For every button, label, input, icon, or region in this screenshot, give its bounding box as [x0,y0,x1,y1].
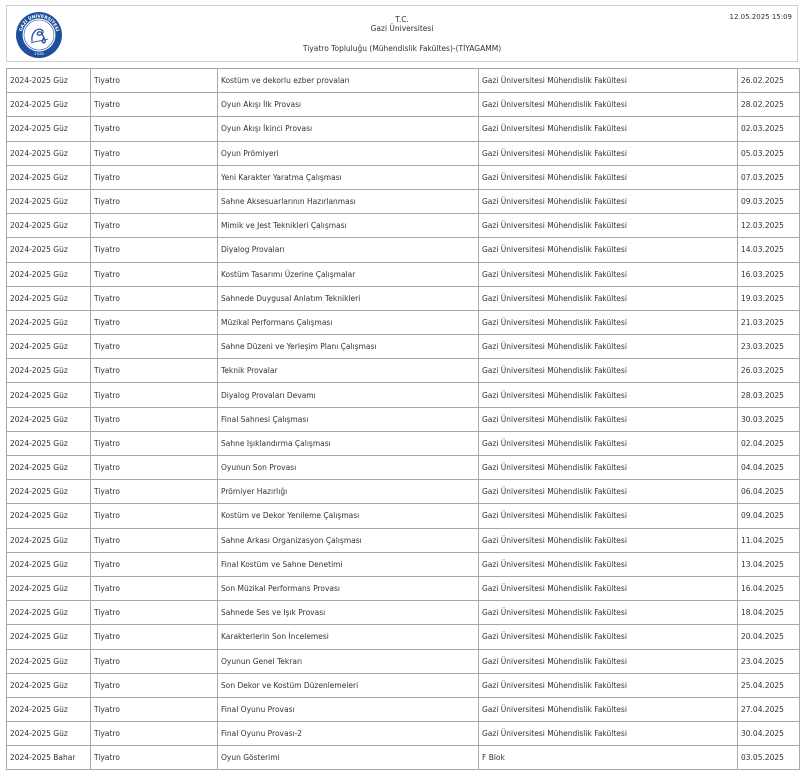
cell-term: 2024-2025 Güz [7,552,91,576]
cell-club: Tiyatro [91,431,218,455]
cell-place: Gazi Üniversitesi Mühendislik Fakültesi [479,601,738,625]
cell-activity: Final Sahnesi Çalışması [218,407,479,431]
cell-place: Gazi Üniversitesi Mühendislik Fakültesi [479,117,738,141]
cell-date: 04.04.2025 [738,456,800,480]
cell-club: Tiyatro [91,673,218,697]
cell-club: Tiyatro [91,286,218,310]
table-row [7,117,800,141]
cell-club: Tiyatro [91,335,218,359]
cell-date: 03.05.2025 [738,746,800,770]
report-timestamp: 12.05.2025 15:09 [729,13,792,21]
cell-term: 2024-2025 Güz [7,456,91,480]
table-row [7,383,800,407]
table-row [7,407,800,431]
cell-term: 2024-2025 Güz [7,93,91,117]
cell-activity: Müzikal Performans Çalışması [218,310,479,334]
cell-term: 2024-2025 Güz [7,359,91,383]
cell-place: Gazi Üniversitesi Mühendislik Fakültesi [479,552,738,576]
cell-place: Gazi Üniversitesi Mühendislik Fakültesi [479,576,738,600]
cell-club: Tiyatro [91,407,218,431]
cell-activity: Final Oyunu Provası-2 [218,722,479,746]
cell-club: Tiyatro [91,69,218,93]
cell-club: Tiyatro [91,310,218,334]
cell-activity: Oyunun Genel Tekrarı [218,649,479,673]
cell-place: Gazi Üniversitesi Mühendislik Fakültesi [479,649,738,673]
table-row [7,214,800,238]
cell-term: 2024-2025 Güz [7,407,91,431]
cell-date: 28.02.2025 [738,93,800,117]
table-row [7,601,800,625]
activities-table-body [7,69,800,770]
table-row [7,431,800,455]
table-row [7,552,800,576]
cell-date: 23.03.2025 [738,335,800,359]
cell-activity: Sahne Işıklandırma Çalışması [218,431,479,455]
cell-club: Tiyatro [91,238,218,262]
cell-date: 11.04.2025 [738,528,800,552]
cell-term: 2024-2025 Güz [7,117,91,141]
table-row [7,286,800,310]
cell-term: 2024-2025 Güz [7,165,91,189]
cell-place: F Blok [479,746,738,770]
cell-place: Gazi Üniversitesi Mühendislik Fakültesi [479,214,738,238]
header-line-tc: T.C. [395,15,409,24]
cell-club: Tiyatro [91,625,218,649]
cell-activity: Mimik ve Jest Teknikleri Çalışması [218,214,479,238]
cell-activity: Son Dekor ve Kostüm Düzenlemeleri [218,673,479,697]
cell-club: Tiyatro [91,552,218,576]
table-row [7,93,800,117]
cell-club: Tiyatro [91,93,218,117]
cell-club: Tiyatro [91,722,218,746]
cell-date: 19.03.2025 [738,286,800,310]
cell-activity: Final Oyunu Provası [218,697,479,721]
cell-club: Tiyatro [91,456,218,480]
cell-term: 2024-2025 Güz [7,576,91,600]
cell-term: 2024-2025 Güz [7,310,91,334]
cell-date: 30.04.2025 [738,722,800,746]
cell-activity: Final Kostüm ve Sahne Denetimi [218,552,479,576]
cell-term: 2024-2025 Güz [7,625,91,649]
cell-term: 2024-2025 Güz [7,141,91,165]
header-line-university: Gazi Üniversitesi [370,24,434,33]
cell-term: 2024-2025 Güz [7,214,91,238]
cell-date: 07.03.2025 [738,165,800,189]
cell-activity: Sahnede Ses ve Işık Provası [218,601,479,625]
cell-club: Tiyatro [91,359,218,383]
cell-term: 2024-2025 Güz [7,528,91,552]
cell-activity: Sahne Arkası Organizasyon Çalışması [218,528,479,552]
cell-activity: Oyun Akışı İkinci Provası [218,117,479,141]
activities-table [6,68,800,770]
cell-place: Gazi Üniversitesi Mühendislik Fakültesi [479,528,738,552]
table-row [7,722,800,746]
table-row [7,528,800,552]
cell-date: 27.04.2025 [738,697,800,721]
cell-date: 26.03.2025 [738,359,800,383]
cell-place: Gazi Üniversitesi Mühendislik Fakültesi [479,93,738,117]
cell-date: 02.04.2025 [738,431,800,455]
cell-term: 2024-2025 Güz [7,697,91,721]
cell-place: Gazi Üniversitesi Mühendislik Fakültesi [479,359,738,383]
cell-activity: Oyun Prömiyeri [218,141,479,165]
cell-term: 2024-2025 Güz [7,673,91,697]
table-row [7,456,800,480]
cell-place: Gazi Üniversitesi Mühendislik Fakültesi [479,165,738,189]
cell-term: 2024-2025 Güz [7,649,91,673]
cell-date: 12.03.2025 [738,214,800,238]
cell-place: Gazi Üniversitesi Mühendislik Fakültesi [479,286,738,310]
cell-activity: Oyun Gösterimi [218,746,479,770]
cell-term: 2024-2025 Güz [7,383,91,407]
cell-activity: Son Müzikal Performans Provası [218,576,479,600]
table-row [7,69,800,93]
cell-place: Gazi Üniversitesi Mühendislik Fakültesi [479,456,738,480]
cell-place: Gazi Üniversitesi Mühendislik Fakültesi [479,697,738,721]
cell-place: Gazi Üniversitesi Mühendislik Fakültesi [479,238,738,262]
table-row [7,238,800,262]
table-row [7,746,800,770]
cell-activity: Karakterlerin Son İncelemesi [218,625,479,649]
table-row [7,141,800,165]
cell-club: Tiyatro [91,141,218,165]
table-row [7,504,800,528]
cell-activity: Oyunun Son Provası [218,456,479,480]
cell-term: 2024-2025 Güz [7,189,91,213]
cell-club: Tiyatro [91,746,218,770]
cell-activity: Kostüm ve Dekor Yenileme Çalışması [218,504,479,528]
cell-activity: Kostüm Tasarımı Üzerine Çalışmalar [218,262,479,286]
cell-date: 21.03.2025 [738,310,800,334]
cell-club: Tiyatro [91,383,218,407]
cell-term: 2024-2025 Güz [7,262,91,286]
table-row [7,673,800,697]
cell-place: Gazi Üniversitesi Mühendislik Fakültesi [479,383,738,407]
table-row [7,310,800,334]
cell-date: 14.03.2025 [738,238,800,262]
cell-club: Tiyatro [91,528,218,552]
cell-activity: Sahnede Duygusal Anlatım Teknikleri [218,286,479,310]
cell-place: Gazi Üniversitesi Mühendislik Fakültesi [479,262,738,286]
cell-club: Tiyatro [91,576,218,600]
cell-club: Tiyatro [91,601,218,625]
table-row [7,697,800,721]
cell-date: 13.04.2025 [738,552,800,576]
cell-club: Tiyatro [91,214,218,238]
table-row [7,480,800,504]
table-row [7,649,800,673]
cell-activity: Teknik Provalar [218,359,479,383]
cell-club: Tiyatro [91,697,218,721]
cell-term: 2024-2025 Güz [7,335,91,359]
cell-activity: Diyalog Provaları Devamı [218,383,479,407]
cell-club: Tiyatro [91,649,218,673]
report-header [6,5,798,62]
cell-club: Tiyatro [91,504,218,528]
cell-term: 2024-2025 Güz [7,480,91,504]
table-row [7,262,800,286]
cell-activity: Diyalog Provaları [218,238,479,262]
cell-date: 06.04.2025 [738,480,800,504]
cell-term: 2024-2025 Güz [7,431,91,455]
cell-club: Tiyatro [91,262,218,286]
cell-term: 2024-2025 Güz [7,722,91,746]
cell-date: 28.03.2025 [738,383,800,407]
cell-place: Gazi Üniversitesi Mühendislik Fakültesi [479,189,738,213]
cell-place: Gazi Üniversitesi Mühendislik Fakültesi [479,722,738,746]
cell-term: 2024-2025 Güz [7,286,91,310]
cell-date: 20.04.2025 [738,625,800,649]
cell-activity: Prömiyer Hazırlığı [218,480,479,504]
cell-place: Gazi Üniversitesi Mühendislik Fakültesi [479,69,738,93]
table-row [7,359,800,383]
cell-date: 23.04.2025 [738,649,800,673]
cell-place: Gazi Üniversitesi Mühendislik Fakültesi [479,310,738,334]
cell-date: 09.03.2025 [738,189,800,213]
cell-term: 2024-2025 Güz [7,69,91,93]
table-row [7,335,800,359]
cell-activity: Sahne Düzeni ve Yerleşim Planı Çalışması [218,335,479,359]
cell-place: Gazi Üniversitesi Mühendislik Fakültesi [479,431,738,455]
seal-text: GAZİ ÜNİVERSİTESİ [18,14,60,33]
cell-place: Gazi Üniversitesi Mühendislik Fakültesi [479,407,738,431]
cell-date: 02.03.2025 [738,117,800,141]
cell-term: 2024-2025 Bahar [7,746,91,770]
table-row [7,165,800,189]
cell-club: Tiyatro [91,165,218,189]
cell-place: Gazi Üniversitesi Mühendislik Fakültesi [479,141,738,165]
cell-activity: Kostüm ve dekorlu ezber provaları [218,69,479,93]
cell-club: Tiyatro [91,480,218,504]
cell-date: 30.03.2025 [738,407,800,431]
table-row [7,576,800,600]
header-title-block [7,15,797,53]
cell-date: 05.03.2025 [738,141,800,165]
cell-activity: Yeni Karakter Yaratma Çalışması [218,165,479,189]
cell-club: Tiyatro [91,189,218,213]
table-row [7,189,800,213]
cell-term: 2024-2025 Güz [7,504,91,528]
table-row [7,625,800,649]
cell-place: Gazi Üniversitesi Mühendislik Fakültesi [479,480,738,504]
seal-year: 1926 [34,51,44,56]
cell-date: 26.02.2025 [738,69,800,93]
cell-date: 09.04.2025 [738,504,800,528]
cell-place: Gazi Üniversitesi Mühendislik Fakültesi [479,625,738,649]
cell-date: 25.04.2025 [738,673,800,697]
cell-place: Gazi Üniversitesi Mühendislik Fakültesi [479,335,738,359]
cell-term: 2024-2025 Güz [7,601,91,625]
cell-place: Gazi Üniversitesi Mühendislik Fakültesi [479,504,738,528]
cell-activity: Oyun Akışı İlk Provası [218,93,479,117]
cell-club: Tiyatro [91,117,218,141]
cell-activity: Sahne Aksesuarlarının Hazırlanması [218,189,479,213]
header-unit-name: Tiyatro Topluluğu (Mühendislik Fakültes)-(TİYAGAMM) [302,44,502,53]
cell-date: 16.03.2025 [738,262,800,286]
cell-date: 18.04.2025 [738,601,800,625]
cell-date: 16.04.2025 [738,576,800,600]
cell-term: 2024-2025 Güz [7,238,91,262]
cell-place: Gazi Üniversitesi Mühendislik Fakültesi [479,673,738,697]
